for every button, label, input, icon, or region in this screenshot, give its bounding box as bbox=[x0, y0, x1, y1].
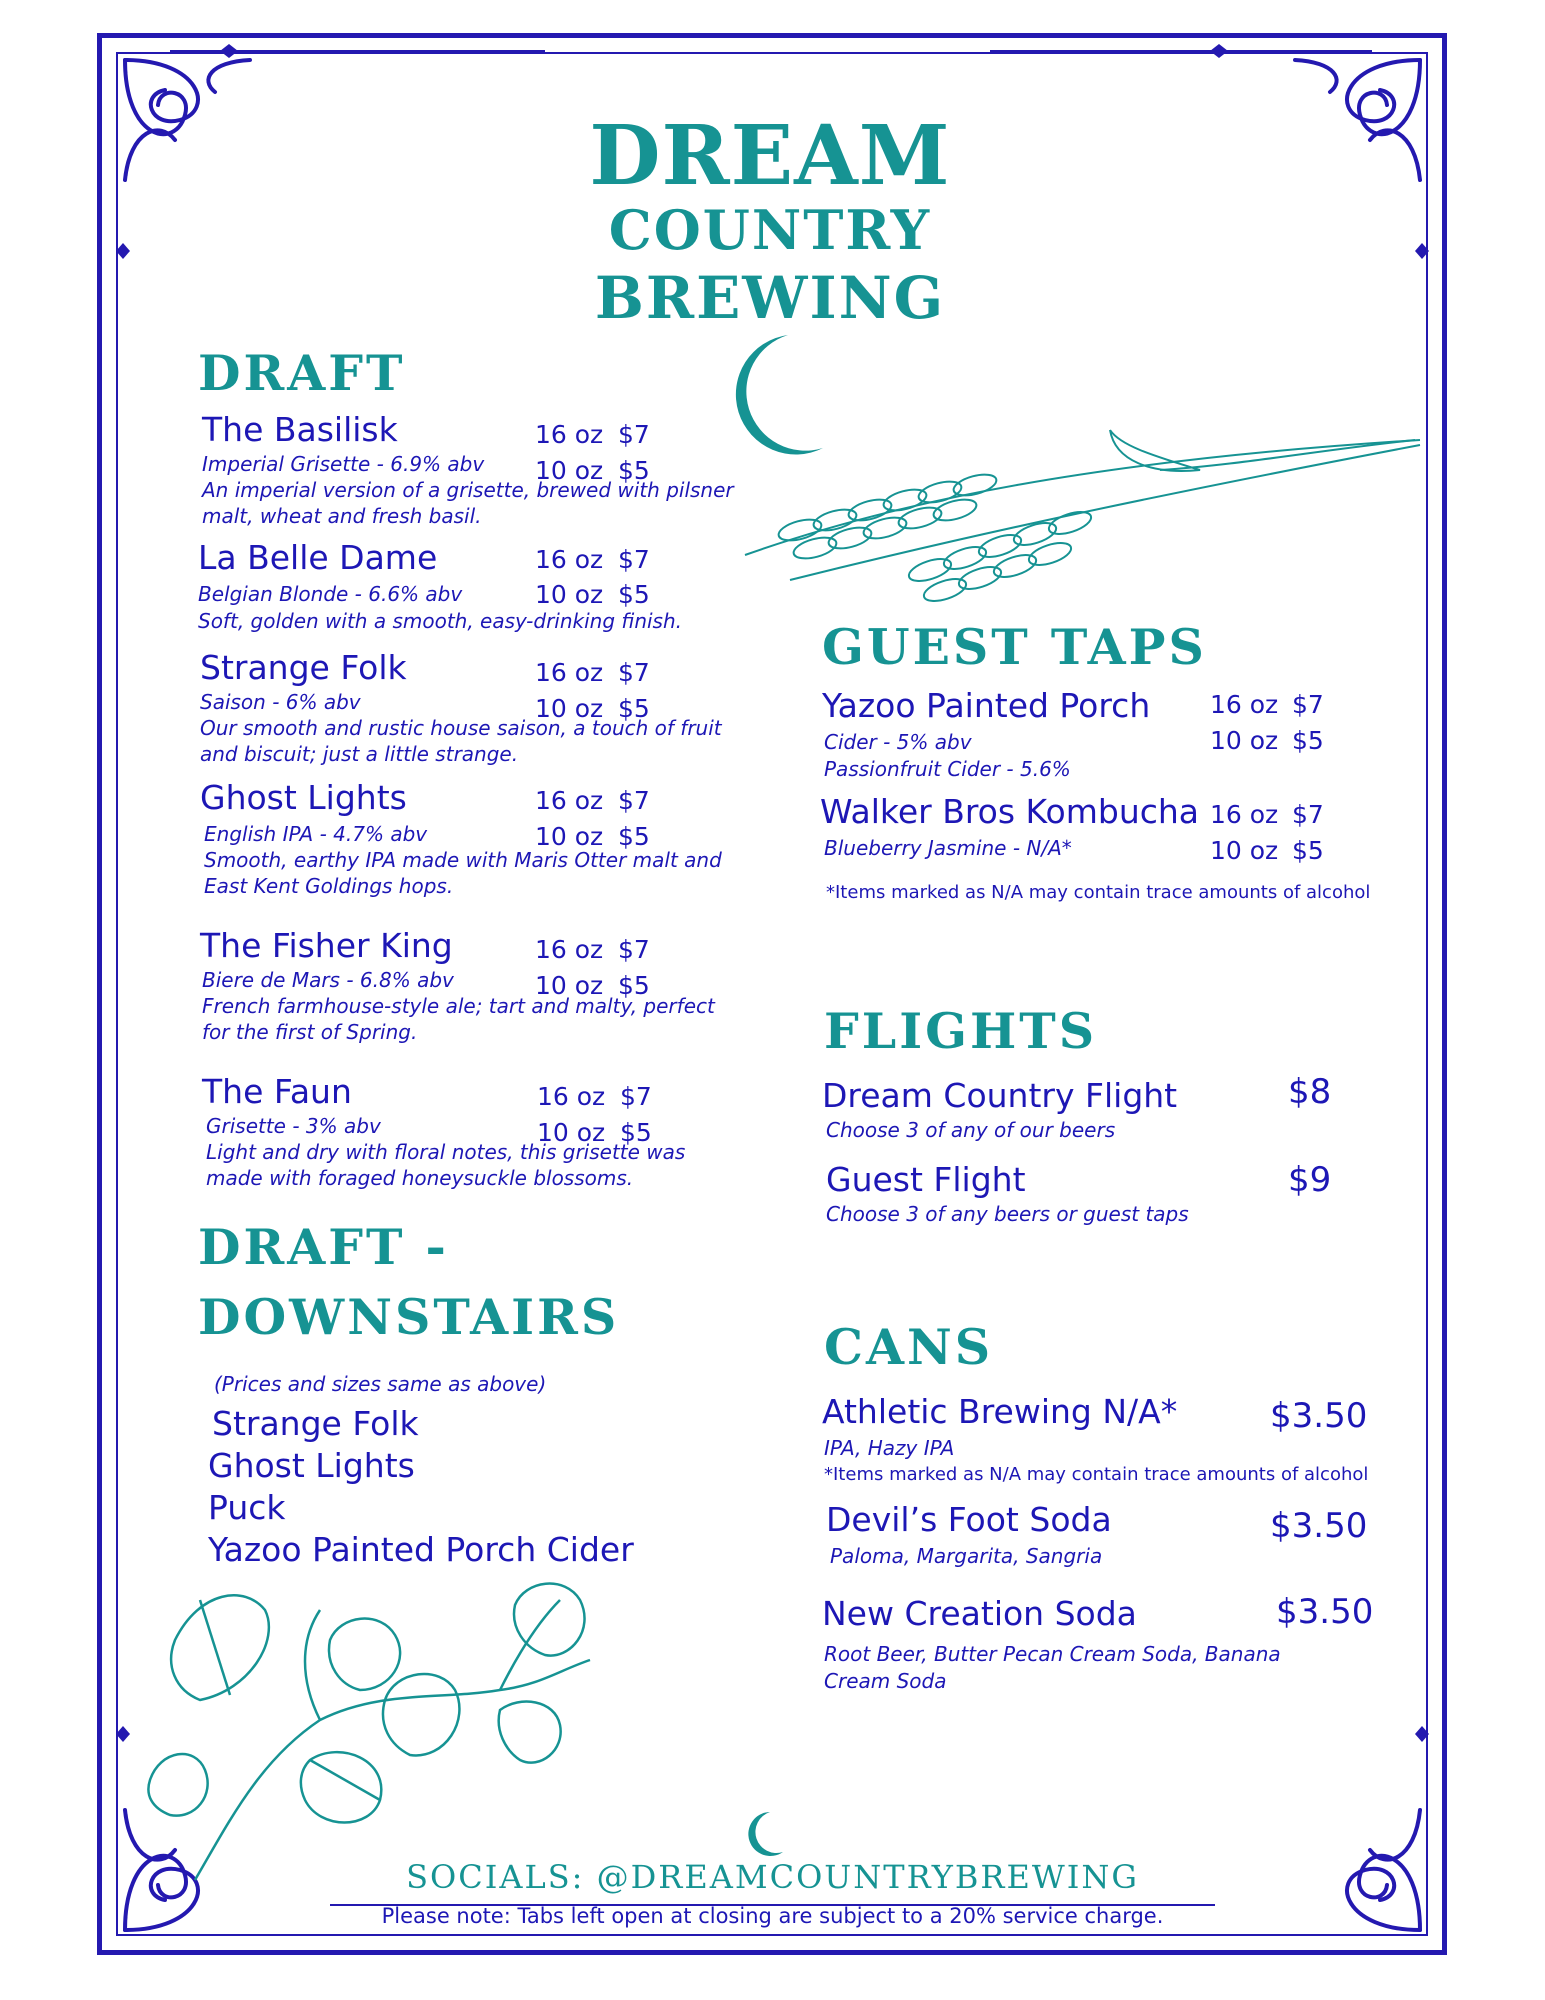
guest-taps-heading: GUEST TAPS bbox=[822, 618, 1207, 676]
size-10oz: 10 oz bbox=[1210, 836, 1279, 865]
service-charge-note: Please note: Tabs left open at closing are subject to a 20% service charge. bbox=[381, 1904, 1164, 1928]
flight-item-name: Guest Flight bbox=[826, 1160, 1026, 1199]
draft-item-desc: made with foraged honeysuckle blossoms. bbox=[206, 1166, 634, 1190]
size-16oz: 16 oz bbox=[535, 786, 604, 815]
downstairs-item: Ghost Lights bbox=[208, 1446, 415, 1485]
draft-item-desc: for the first of Spring. bbox=[202, 1020, 418, 1044]
draft-item-style: Saison - 6% abv bbox=[200, 690, 361, 714]
can-item-name: New Creation Soda bbox=[822, 1594, 1137, 1633]
price-16oz: $7 bbox=[1292, 690, 1324, 719]
guest-item-sub: Blueberry Jasmine - N/A* bbox=[824, 836, 1072, 860]
size-16oz: 16 oz bbox=[1210, 800, 1279, 829]
price-16oz: $7 bbox=[618, 420, 650, 449]
size-10oz: 10 oz bbox=[1210, 726, 1279, 755]
draft-item-name: Ghost Lights bbox=[200, 778, 407, 817]
price-10oz: $5 bbox=[1292, 836, 1324, 865]
size-16oz: 16 oz bbox=[535, 420, 604, 449]
draft-item-style: Imperial Grisette - 6.9% abv bbox=[202, 452, 485, 476]
corner-flourish-top-left bbox=[125, 60, 250, 180]
brand-line-dream: DREAM bbox=[589, 108, 951, 204]
draft-item-name: The Basilisk bbox=[202, 410, 398, 449]
can-item-desc: IPA, Hazy IPA bbox=[824, 1436, 955, 1460]
draft-item-name: Strange Folk bbox=[200, 648, 407, 687]
size-16oz: 16 oz bbox=[1210, 690, 1279, 719]
size-10oz: 10 oz bbox=[535, 971, 604, 1000]
size-10oz: 10 oz bbox=[535, 580, 604, 609]
size-16oz: 16 oz bbox=[535, 658, 604, 687]
cans-heading: CANS bbox=[824, 1318, 994, 1376]
size-10oz: 10 oz bbox=[535, 822, 604, 851]
price-16oz: $7 bbox=[620, 1082, 652, 1111]
size-16oz: 16 oz bbox=[537, 1082, 606, 1111]
draft-item-name: The Faun bbox=[202, 1072, 352, 1111]
brand-line-brewing: BREWING bbox=[594, 264, 946, 332]
price-10oz: $5 bbox=[618, 580, 650, 609]
downstairs-item: Strange Folk bbox=[212, 1404, 419, 1443]
can-item-desc: Paloma, Margarita, Sangria bbox=[830, 1544, 1103, 1568]
size-10oz: 10 oz bbox=[535, 694, 604, 723]
flight-item-name: Dream Country Flight bbox=[822, 1076, 1178, 1115]
draft-item-desc: Light and dry with floral notes, this grisette was bbox=[206, 1140, 686, 1164]
can-price: $3.50 bbox=[1270, 1396, 1368, 1436]
draft-heading: DRAFT bbox=[198, 344, 406, 402]
draft-item-desc: Smooth, earthy IPA made with Maris Otter malt and bbox=[204, 848, 722, 872]
hops-illustration bbox=[148, 1584, 590, 1880]
draft-item-desc: malt, wheat and fresh basil. bbox=[202, 504, 482, 528]
price-16oz: $7 bbox=[618, 786, 650, 815]
downstairs-heading-line1: DRAFT - bbox=[198, 1218, 449, 1276]
draft-item-desc: East Kent Goldings hops. bbox=[204, 874, 454, 898]
price-16oz: $7 bbox=[618, 545, 650, 574]
guest-item-name: Yazoo Painted Porch bbox=[822, 686, 1151, 725]
price-10oz: $5 bbox=[618, 694, 650, 723]
price-16oz: $7 bbox=[1292, 800, 1324, 829]
draft-item-style: Biere de Mars - 6.8% abv bbox=[202, 968, 454, 992]
brand-line-country: COUNTRY bbox=[608, 198, 932, 262]
can-item-desc: Root Beer, Butter Pecan Cream Soda, Banana bbox=[824, 1642, 1281, 1666]
price-10oz: $5 bbox=[620, 1118, 652, 1147]
downstairs-item: Puck bbox=[208, 1488, 286, 1527]
flight-price: $8 bbox=[1288, 1072, 1332, 1112]
guest-item-sub: Cider - 5% abv bbox=[824, 730, 972, 754]
corner-flourish-bottom-right bbox=[1347, 1810, 1420, 1930]
can-price: $3.50 bbox=[1270, 1506, 1368, 1546]
downstairs-note: (Prices and sizes same as above) bbox=[214, 1372, 547, 1396]
socials-handle: SOCIALS: @DREAMCOUNTRYBREWING bbox=[406, 1858, 1139, 1896]
guest-item-sub: Passionfruit Cider - 5.6% bbox=[824, 757, 1071, 781]
size-16oz: 16 oz bbox=[535, 545, 604, 574]
corner-flourish-bottom-left bbox=[125, 1810, 198, 1930]
can-price: $3.50 bbox=[1276, 1592, 1374, 1632]
price-16oz: $7 bbox=[618, 658, 650, 687]
size-10oz: 10 oz bbox=[537, 1118, 606, 1147]
flights-heading: FLIGHTS bbox=[824, 1002, 1098, 1060]
draft-item-desc: and biscuit; just a little strange. bbox=[200, 742, 519, 766]
draft-item-style: English IPA - 4.7% abv bbox=[204, 822, 428, 846]
price-10oz: $5 bbox=[618, 822, 650, 851]
price-10oz: $5 bbox=[618, 456, 650, 485]
downstairs-item: Yazoo Painted Porch Cider bbox=[208, 1530, 634, 1569]
price-16oz: $7 bbox=[618, 935, 650, 964]
price-10oz: $5 bbox=[618, 971, 650, 1000]
draft-item-style: Grisette - 3% abv bbox=[206, 1114, 381, 1138]
flight-price: $9 bbox=[1288, 1160, 1332, 1200]
small-moon-icon bbox=[748, 1812, 783, 1856]
downstairs-heading-line2: DOWNSTAIRS bbox=[198, 1288, 620, 1346]
na-disclaimer: *Items marked as N/A may contain trace amounts of alcohol bbox=[824, 1464, 1369, 1485]
corner-flourish-top-right bbox=[1295, 60, 1420, 180]
guest-item-name: Walker Bros Kombucha bbox=[820, 792, 1200, 831]
flight-item-desc: Choose 3 of any beers or guest taps bbox=[826, 1202, 1189, 1226]
flight-item-desc: Choose 3 of any of our beers bbox=[826, 1118, 1116, 1142]
size-10oz: 10 oz bbox=[535, 456, 604, 485]
draft-item-desc: Soft, golden with a smooth, easy-drinking finish. bbox=[198, 609, 683, 633]
size-16oz: 16 oz bbox=[535, 935, 604, 964]
can-item-desc: Cream Soda bbox=[824, 1669, 947, 1693]
can-item-name: Devil’s Foot Soda bbox=[826, 1500, 1112, 1539]
draft-item-name: La Belle Dame bbox=[198, 538, 438, 577]
na-disclaimer: *Items marked as N/A may contain trace amounts of alcohol bbox=[826, 882, 1371, 903]
crescent-moon-icon bbox=[736, 335, 823, 454]
draft-item-desc: French farmhouse-style ale; tart and malty, perfect bbox=[202, 994, 715, 1018]
wheat-illustration bbox=[745, 430, 1420, 605]
price-10oz: $5 bbox=[1292, 726, 1324, 755]
draft-item-style: Belgian Blonde - 6.6% abv bbox=[198, 582, 463, 606]
can-item-name: Athletic Brewing N/A* bbox=[822, 1392, 1178, 1431]
draft-item-desc: Our smooth and rustic house saison, a touch of fruit bbox=[200, 716, 722, 740]
draft-item-name: The Fisher King bbox=[200, 926, 453, 965]
draft-item-desc: An imperial version of a grisette, brewed with pilsner bbox=[202, 478, 734, 502]
